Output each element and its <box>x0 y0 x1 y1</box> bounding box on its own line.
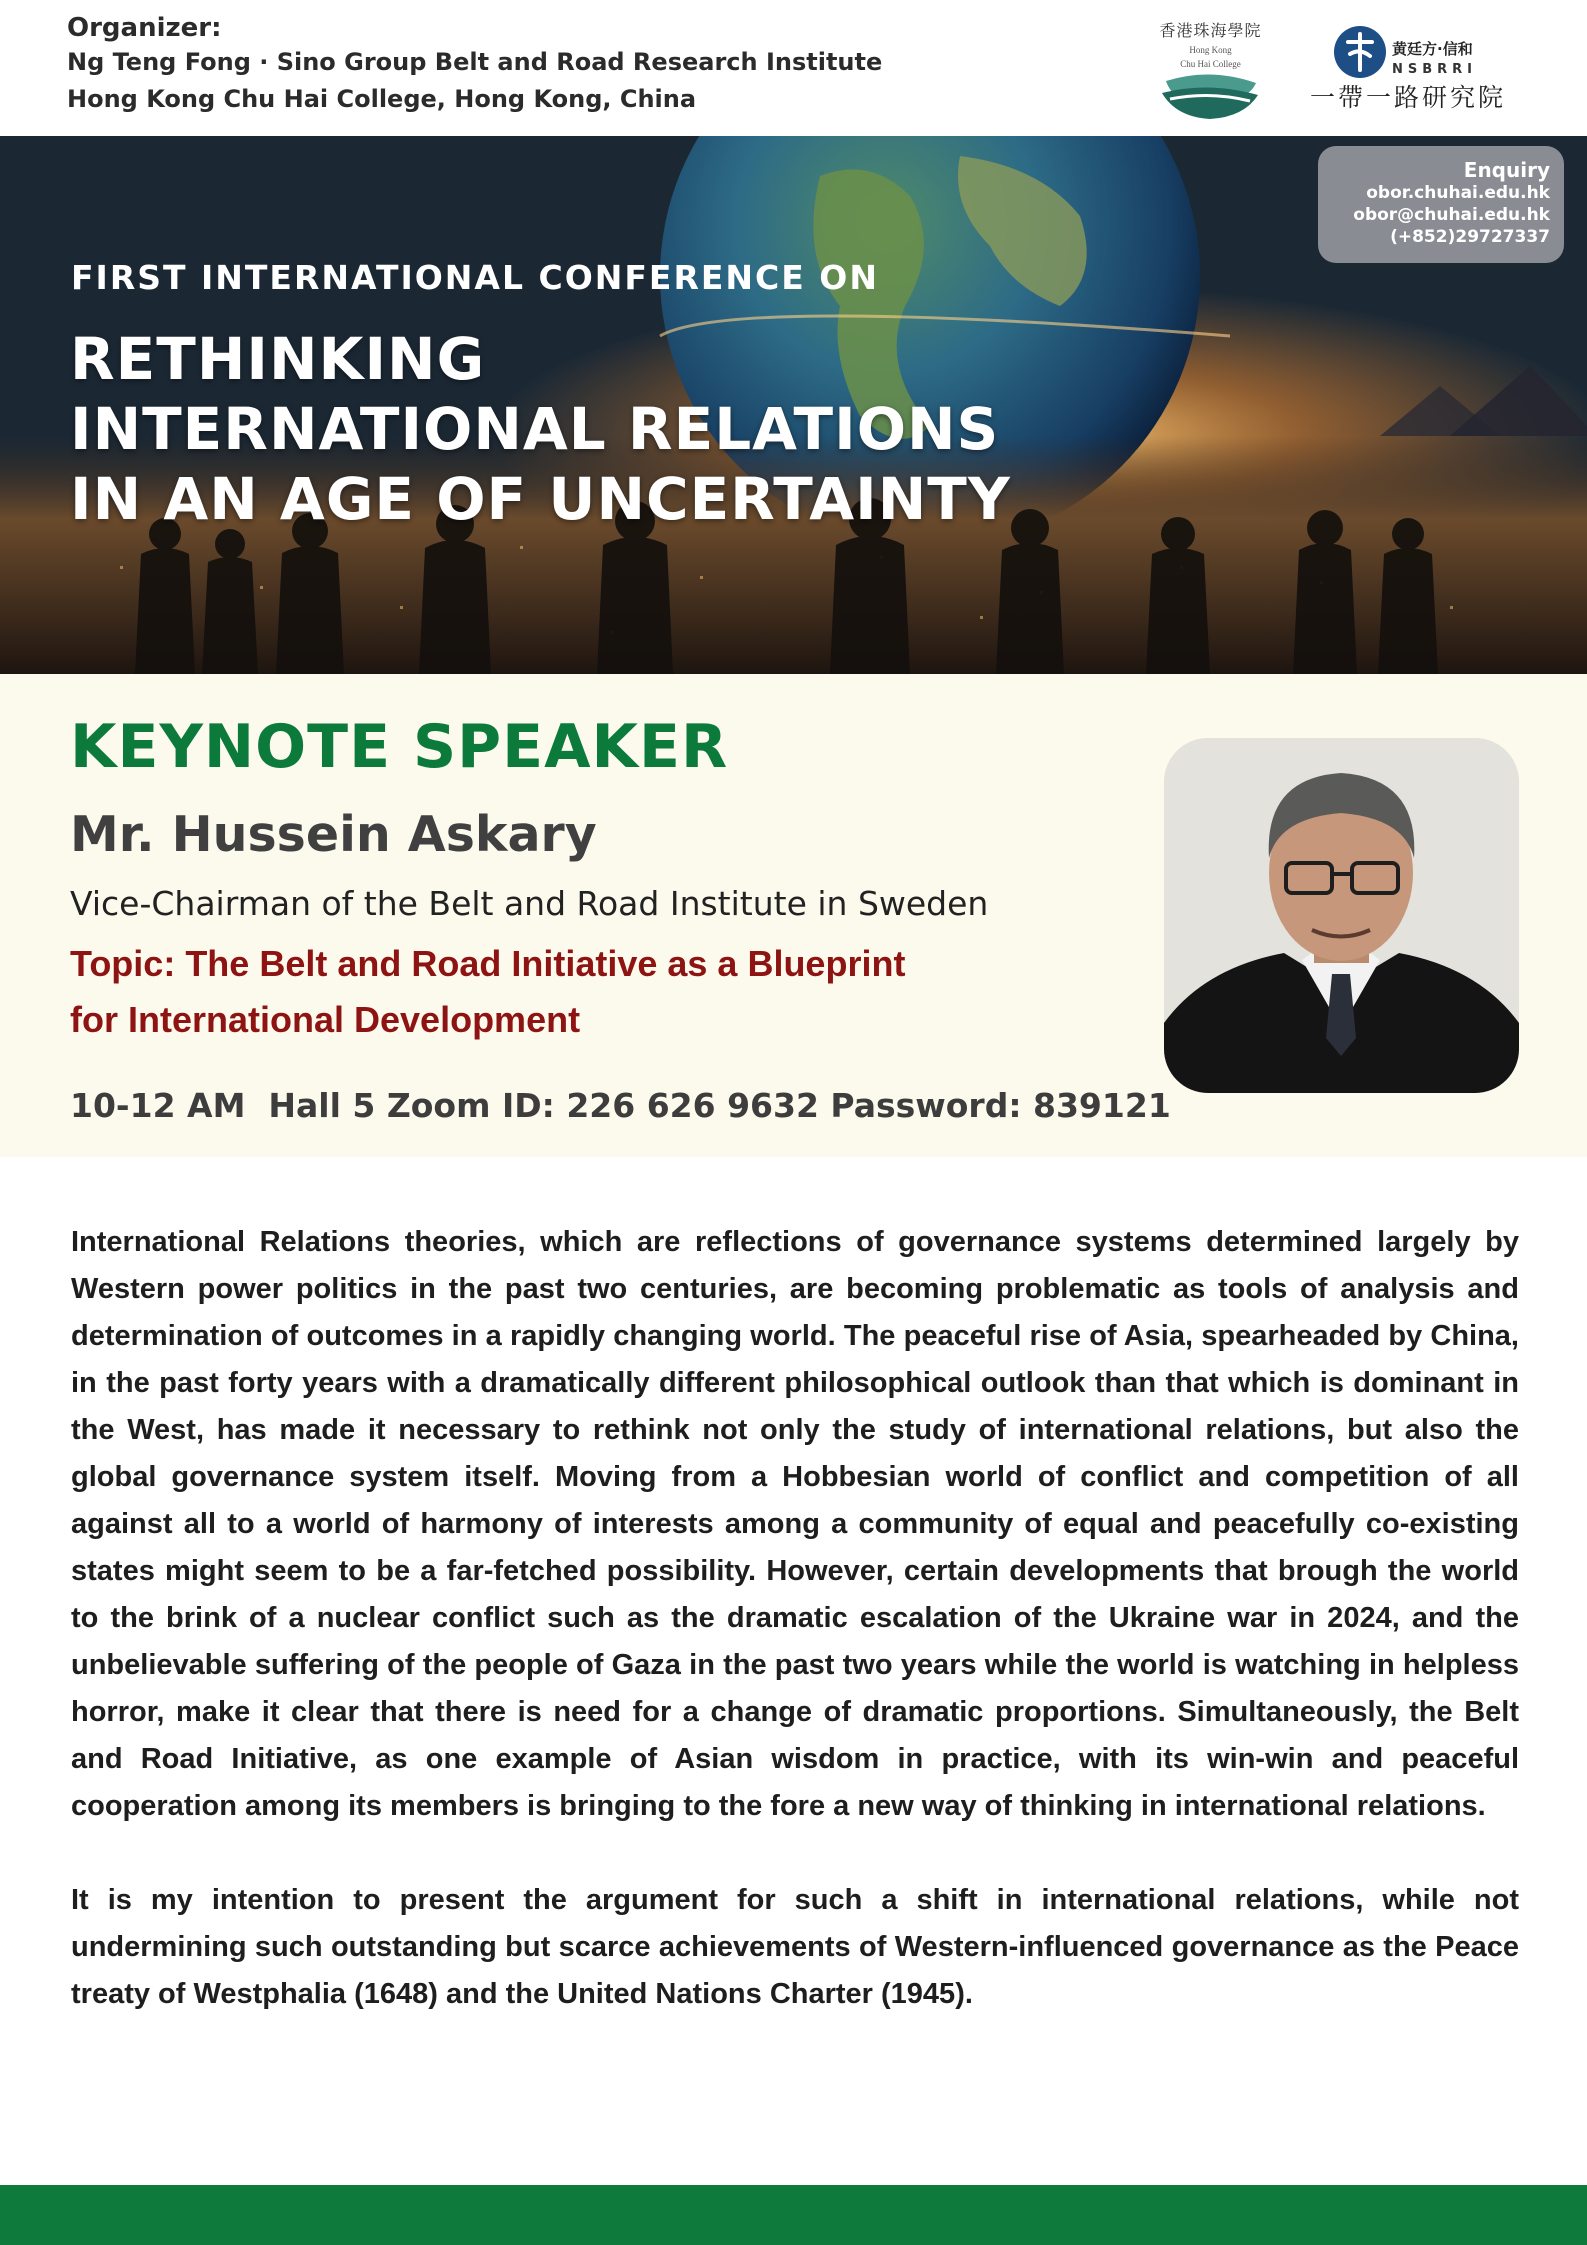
enquiry-email-link[interactable]: obor@chuhai.edu.hk <box>1353 205 1550 225</box>
keynote-heading: KEYNOTE SPEAKER <box>70 712 729 782</box>
nsbrri-emblem-icon <box>1334 26 1386 78</box>
wave-emblem-icon <box>1148 71 1273 121</box>
nsbrri-logo-abbr: NSBRRI <box>1392 62 1478 77</box>
organizer-college: Hong Kong Chu Hai College, Hong Kong, China <box>67 85 697 113</box>
enquiry-heading: Enquiry <box>1463 158 1550 182</box>
nsbrri-logo-cn-top: 黄廷方·信和 <box>1392 40 1473 58</box>
speaker-topic-line1: Topic: The Belt and Road Initiative as a Blueprint <box>70 943 906 984</box>
conference-subtitle: FIRST INTERNATIONAL CONFERENCE ON <box>71 258 879 297</box>
organizer-block <box>67 12 882 118</box>
organizer-institute: Ng Teng Fong · Sino Group Belt and Road Research Institute <box>67 48 883 76</box>
conference-title <box>70 324 1011 534</box>
speaker-photo <box>1164 738 1519 1093</box>
conference-title-line3: IN AN AGE OF UNCERTAINTY <box>70 465 1011 533</box>
chu-hai-logo-cn: 香港珠海學院 <box>1159 21 1262 40</box>
abstract-paragraph-2: It is my intention to present the argument for such a shift in international relations, while not undermining such outstanding but scarce achievements of Western-influenced governance as the Peace treaty of Westphalia (1648) and the United Nations Charter (1945). <box>71 1884 1519 2010</box>
speaker-topic <box>70 936 905 1048</box>
chu-hai-college-logo <box>1148 18 1273 122</box>
speaker-topic-line2: for International Development <box>70 999 581 1040</box>
organizer-label: Organizer: <box>67 13 222 43</box>
abstract-paragraph-1: International Relations theories, which are reflections of governance systems determined largely by Western power politics in the past two centuries, are becoming problematic as tools of analysis and determination of outcomes in a rapidly changing world. The peaceful rise of Asia, spearheaded by China, in the past forty years with a dramatically different philosophical outlook than that which is dominant in the West, has made it necessary to rethink not only the study of international relations, but also the global governance system itself. Moving from a Hobbesian world of conflict and competition of all against all to a world of harmony of interests among a community of equal and peacefully co-existing states might seem to be a far-fetched possibility. However, certain developments that brough the world to the brink of a nuclear conflict such as the dramatic escalation of the Ukraine war in 2024, and the unbelievable suffering of the people of Gaza in the past two years while the world is watching in helpless horror, make it clear that there is need for a change of dramatic proportions. Simultaneously, the Belt and Road Initiative, as one example of Asian wisdom in practice, with its win-win and peaceful cooperation among its members is bringing to the fore a new way of thinking in international relations. <box>71 1226 1519 1822</box>
chu-hai-logo-en-1: Hong Kong <box>1189 45 1232 55</box>
chu-hai-logo-en-2: Chu Hai College <box>1180 59 1241 69</box>
talk-abstract <box>71 1219 1519 2065</box>
speaker-name: Mr. Hussein Askary <box>70 806 597 863</box>
enquiry-box <box>1318 146 1564 263</box>
keynote-section <box>0 674 1587 1157</box>
session-time-location: 10-12 AM Hall 5 Zoom ID: 226 626 9632 Password: 839121 <box>70 1086 1171 1125</box>
speaker-role: Vice-Chairman of the Belt and Road Institute in Sweden <box>70 884 989 923</box>
conference-banner <box>0 136 1587 674</box>
enquiry-website-link[interactable]: obor.chuhai.edu.hk <box>1366 183 1550 203</box>
nsbrri-logo <box>1310 22 1525 112</box>
footer-bar <box>0 2185 1587 2245</box>
organizer-header <box>0 0 1587 136</box>
speaker-portrait-image <box>1164 738 1519 1093</box>
conference-title-line2: INTERNATIONAL RELATIONS <box>70 395 1000 463</box>
conference-title-line1: RETHINKING <box>70 325 486 393</box>
enquiry-phone: (+852)29727337 <box>1390 227 1550 247</box>
nsbrri-logo-cn-bottom: 一帶一路研究院 <box>1310 83 1507 112</box>
